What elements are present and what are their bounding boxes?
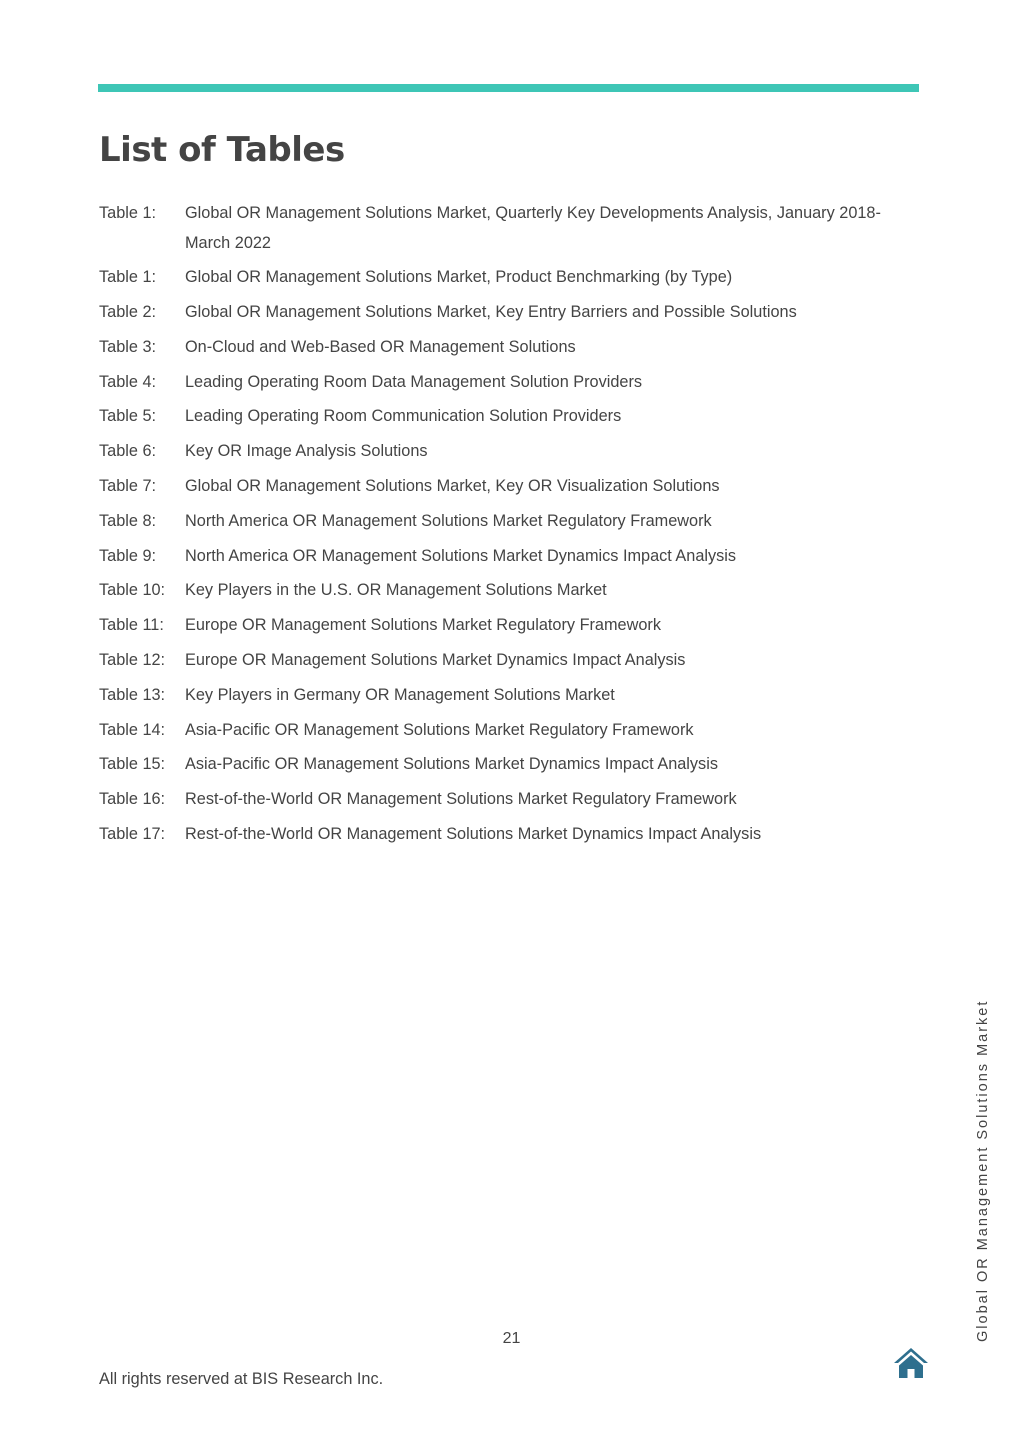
toc-entry[interactable]: [99, 716, 899, 746]
side-title: Global OR Management Solutions Market: [975, 999, 991, 1342]
toc-entry-label: Table 6:: [99, 442, 157, 461]
toc-entry[interactable]: [99, 576, 899, 606]
toc-entry-label: Table 1:: [99, 204, 157, 222]
toc-entry-title: Global OR Management Solutions Market, Quarterly Key Developments Analysis, January 2018-March 2022: [185, 204, 881, 252]
toc-entry-title: Europe OR Management Solutions Market Regulatory Framework: [185, 616, 661, 635]
home-icon[interactable]: [893, 1347, 929, 1379]
toc-entry-title: Global OR Management Solutions Market, Key OR Visualization Solutions: [185, 477, 720, 496]
toc-entry-label: Table 7:: [99, 477, 157, 496]
toc-entry-title: Rest-of-the-World OR Management Solutions Market Dynamics Impact Analysis: [185, 825, 762, 844]
toc-entry-label: Table 14:: [99, 720, 166, 739]
toc-entry[interactable]: [99, 437, 899, 467]
toc-entry[interactable]: [99, 611, 899, 641]
toc-entry-title: North America OR Management Solutions Market Regulatory Framework: [185, 511, 712, 530]
toc-entry-title: Europe OR Management Solutions Market Dynamics Impact Analysis: [185, 651, 686, 670]
toc-entry-title: Key Players in the U.S. OR Management Solutions Market: [185, 581, 607, 600]
toc-entry-title: Asia-Pacific OR Management Solutions Market Regulatory Framework: [185, 720, 694, 739]
toc-entry[interactable]: [99, 785, 899, 815]
toc-entry-label: Table 13:: [99, 685, 166, 704]
toc-entry-label: Table 5:: [99, 407, 157, 426]
toc-entry[interactable]: [99, 333, 899, 363]
toc-entry-label: Table 10:: [99, 581, 166, 600]
toc-entry[interactable]: [99, 472, 899, 502]
list-of-tables: [99, 199, 899, 855]
toc-entry-title: Leading Operating Room Communication Solution Providers: [185, 407, 622, 426]
toc-entry[interactable]: [99, 199, 899, 258]
toc-entry-label: Table 8:: [99, 511, 157, 530]
toc-entry-label: Table 11:: [99, 616, 164, 635]
footer-copyright: All rights reserved at BIS Research Inc.: [99, 1370, 384, 1388]
toc-entry-label: Table 12:: [99, 651, 166, 670]
toc-entry-label: Table 3:: [99, 337, 157, 356]
toc-entry[interactable]: [99, 820, 899, 850]
toc-entry-title: Leading Operating Room Data Management Solution Providers: [185, 372, 643, 391]
toc-entry-label: Table 2:: [99, 303, 157, 322]
toc-entry[interactable]: [99, 263, 899, 293]
toc-entry-label: Table 1:: [99, 268, 157, 287]
toc-entry-title: Rest-of-the-World OR Management Solutions Market Regulatory Framework: [185, 790, 737, 809]
toc-entry[interactable]: [99, 646, 899, 676]
toc-entry[interactable]: [99, 681, 899, 711]
toc-entry[interactable]: [99, 507, 899, 537]
toc-entry[interactable]: [99, 542, 899, 572]
toc-entry-title: North America OR Management Solutions Market Dynamics Impact Analysis: [185, 546, 737, 565]
page-title: List of Tables: [99, 130, 345, 170]
toc-entry[interactable]: [99, 368, 899, 398]
toc-entry-title: Key Players in Germany OR Management Solutions Market: [185, 685, 615, 704]
page-number: 21: [502, 1330, 521, 1347]
toc-entry-label: Table 9:: [99, 546, 157, 565]
toc-entry-label: Table 17:: [99, 825, 166, 844]
toc-entry-label: Table 16:: [99, 790, 166, 809]
toc-entry-label: Table 15:: [99, 755, 166, 774]
toc-entry[interactable]: [99, 402, 899, 432]
toc-entry-label: Table 4:: [99, 372, 157, 391]
toc-entry-title: Global OR Management Solutions Market, Key Entry Barriers and Possible Solutions: [185, 303, 797, 322]
toc-entry-title: Key OR Image Analysis Solutions: [185, 442, 428, 461]
toc-entry-title: Asia-Pacific OR Management Solutions Market Dynamics Impact Analysis: [185, 755, 718, 774]
toc-entry[interactable]: [99, 750, 899, 780]
toc-entry[interactable]: [99, 298, 899, 328]
toc-entry-title: On-Cloud and Web-Based OR Management Solutions: [185, 337, 576, 356]
toc-entry-title: Global OR Management Solutions Market, Product Benchmarking (by Type): [185, 268, 733, 287]
header-accent-rule: [98, 84, 919, 92]
